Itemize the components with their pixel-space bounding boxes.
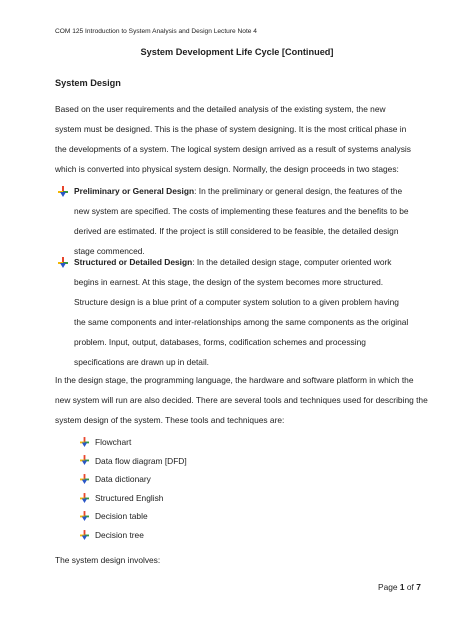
bullet-line: the same components and inter-relationships among the same components as the original <box>74 317 409 327</box>
total-pages: 7 <box>416 582 421 592</box>
tools-list-item <box>80 506 148 526</box>
multicolor-arrow-bullet-icon <box>80 437 89 447</box>
multicolor-arrow-bullet-icon <box>58 257 68 268</box>
tools-paragraph <box>55 370 428 430</box>
multicolor-arrow-bullet-icon <box>80 530 89 540</box>
tools-list-label: Decision table <box>95 511 148 522</box>
stage-detailed-design <box>74 252 434 372</box>
bullet-first-line <box>74 181 434 201</box>
stage-term: Preliminary or General Design <box>74 186 195 196</box>
closing-paragraph <box>55 550 425 570</box>
stage-text: : In the detailed design stage, computer oriented work <box>192 257 392 267</box>
course-header: COM 125 Introduction to System Analysis and Design Lecture Note 4 <box>55 28 257 35</box>
bullet-line: Structure design is a blue print of a computer system solution to a given problem having <box>74 297 399 307</box>
bullet-first-line <box>74 252 434 272</box>
paragraph-line: The system design involves: <box>55 555 161 565</box>
bullet-line: problem. Input, output, databases, forms, codification schemes and processing <box>74 337 366 347</box>
paragraph-line: which is converted into physical system design. Normally, the design proceeds in two stages: <box>55 164 399 174</box>
multicolor-arrow-bullet-icon <box>80 455 89 465</box>
paragraph-line: In the design stage, the programming language, the hardware and software platform in which the <box>55 375 414 385</box>
tools-list-label: Flowchart <box>95 437 132 447</box>
stage-preliminary-design <box>74 181 434 261</box>
bullet-line: new system are specified. The costs of implementing these features and the benefits to be <box>74 206 409 216</box>
multicolor-arrow-bullet-icon <box>80 511 89 521</box>
paragraph-line: new system will run are also decided. There are several tools and techniques used for describing the <box>55 395 428 405</box>
tools-list-item <box>80 525 144 545</box>
multicolor-arrow-bullet-icon <box>80 493 89 503</box>
page-title: System Development Life Cycle [Continued] <box>140 47 334 57</box>
paragraph-line: the developments of a system. The logical system design arrived as a result of systems analysis <box>55 144 411 154</box>
tools-list-label: Structured English <box>95 492 164 503</box>
section-heading: System Design <box>55 78 121 88</box>
intro-paragraph <box>55 99 425 179</box>
tools-list-item <box>80 488 163 508</box>
bullet-line: specifications are drawn up in detail. <box>74 357 210 367</box>
stage-term: Structured or Detailed Design <box>74 257 193 267</box>
paragraph-line: system design of the system. These tools and techniques are: <box>55 415 285 425</box>
current-page: 1 <box>399 582 405 592</box>
page-word: Page <box>378 582 398 592</box>
multicolor-arrow-bullet-icon <box>58 186 68 197</box>
bullet-line: derived are estimated. If the project is still considered to be feasible, the detailed design <box>74 226 399 236</box>
tools-list-item <box>80 432 131 452</box>
of-word: of <box>406 582 414 592</box>
paragraph-line: system must be designed. This is the phase of system designing. It is the most critical phase in <box>55 124 407 134</box>
bullet-line: stage commenced. <box>74 246 145 256</box>
page-number <box>378 582 421 592</box>
tools-list-item <box>80 469 151 489</box>
tools-list-label: Data flow diagram [DFD] <box>95 455 187 466</box>
paragraph-line: Based on the user requirements and the detailed analysis of the existing system, the new <box>55 104 386 114</box>
tools-list-label: Data dictionary <box>95 474 151 485</box>
tools-list-item <box>80 451 187 471</box>
tools-list-label: Decision tree <box>95 530 144 540</box>
stage-text: : In the preliminary or general design, the features of the <box>194 186 403 196</box>
multicolor-arrow-bullet-icon <box>80 474 89 484</box>
bullet-line: begins in earnest. At this stage, the design of the system becomes more structured. <box>74 277 384 287</box>
